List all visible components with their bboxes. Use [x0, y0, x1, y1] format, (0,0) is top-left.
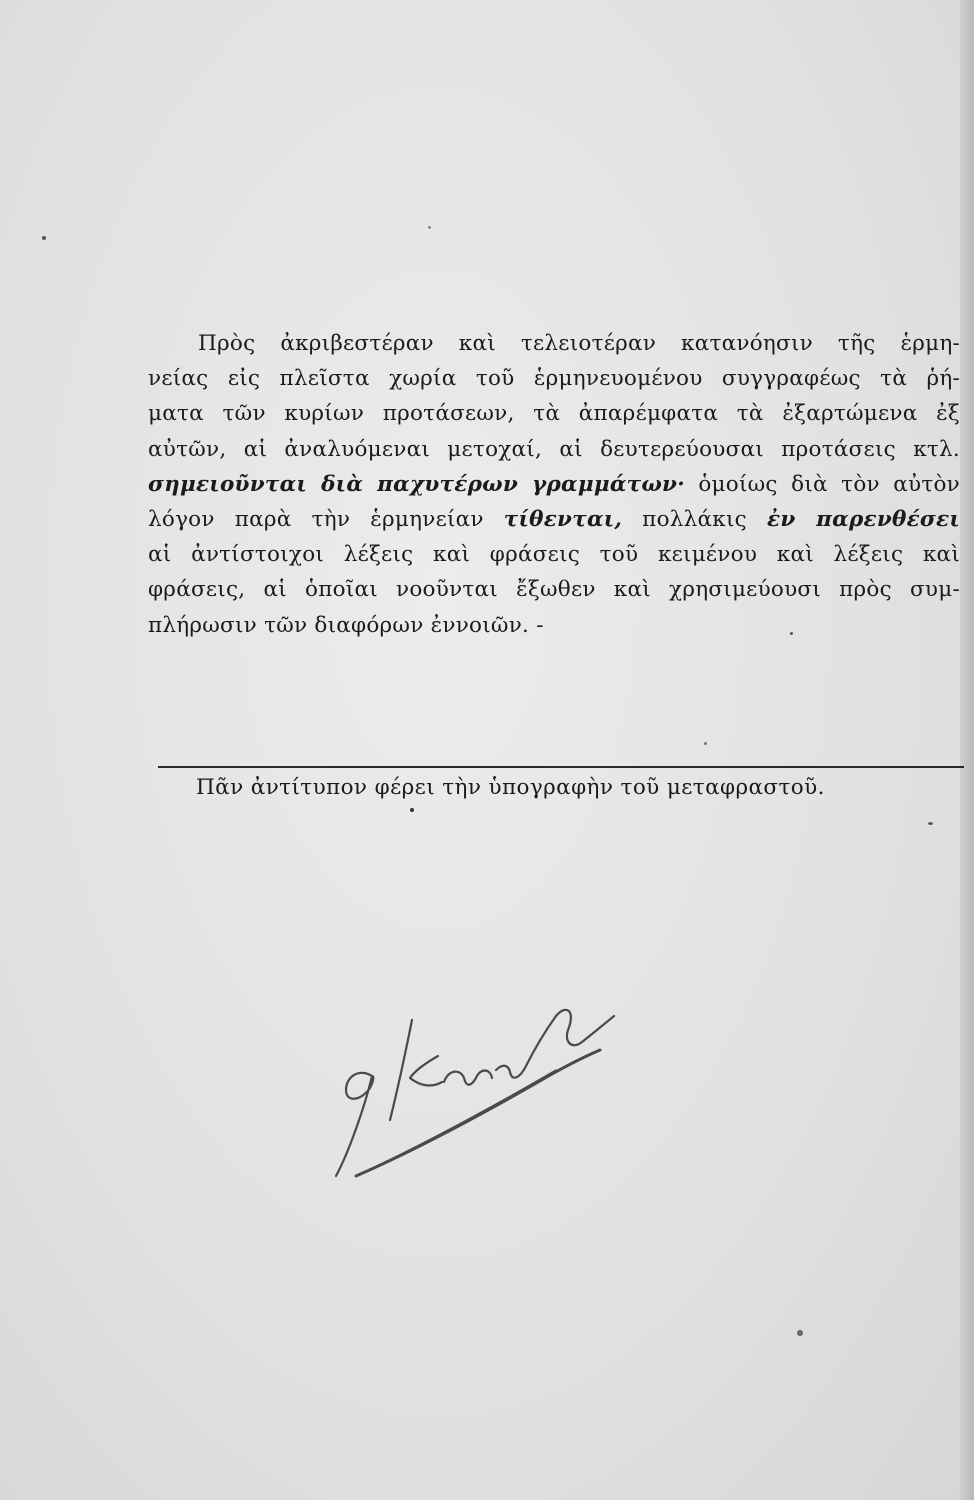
bold-phrase: τίθενται, — [503, 507, 623, 533]
paragraph-line: φράσεις, αἱ ὁποῖαι νοοῦνται ἔξωθεν καὶ χρησιμεύουσι πρὸς συμ- — [148, 577, 960, 603]
paragraph-line: αὐτῶν, αἱ ἀναλυόμεναι μετοχαί, αἱ δευτερεύουσαι προτάσεις κτλ. — [148, 436, 960, 462]
paragraph-line: νείας εἰς πλεῖστα χωρία τοῦ ἑρμηνευομένου συγγραφέως τὰ ῥή- — [148, 366, 960, 392]
paragraph-line: ματα τῶν κυρίων προτάσεων, τὰ ἀπαρέμφατα τὰ ἐξαρτώμενα ἐξ — [148, 401, 960, 427]
ink-speck — [42, 236, 46, 240]
signature-strokes — [336, 1010, 614, 1176]
bold-phrase: σημειοῦνται διὰ παχυτέρων γραμμάτων· — [148, 471, 685, 497]
paragraph-line: πλήρωσιν τῶν διαφόρων ἐννοιῶν. - — [148, 612, 544, 638]
ink-speck — [704, 742, 707, 745]
plain-phrase: πολλάκις — [622, 507, 767, 533]
plain-phrase: ὁμοίως διὰ τὸν αὐτὸν — [684, 471, 960, 497]
ink-speck — [410, 808, 414, 812]
plain-phrase: λόγον παρὰ τὴν ἑρμηνείαν — [148, 507, 504, 533]
signature-notice: Πᾶν ἀντίτυπον φέρει τὴν ὑπογραφὴν τοῦ μεταφραστοῦ. — [196, 775, 825, 800]
paragraph-line: αἱ ἀντίστοιχοι λέξεις καὶ φράσεις τοῦ κειμένου καὶ λέξεις καὶ — [148, 542, 960, 568]
paragraph-line — [148, 502, 960, 537]
handwritten-signature — [320, 990, 660, 1190]
page-edge-shadow — [960, 0, 974, 1500]
ink-speck — [428, 226, 431, 229]
ink-speck — [797, 1330, 803, 1336]
ink-speck — [928, 822, 933, 825]
bold-phrase: ἐν παρενθέσει — [767, 507, 960, 533]
preface-paragraph — [148, 326, 960, 643]
horizontal-rule — [158, 766, 964, 768]
paragraph-line: Πρὸς ἀκριβεστέραν καὶ τελειοτέραν κατανόησιν τῆς ἑρμη- — [198, 331, 960, 356]
paragraph-line — [148, 467, 960, 502]
